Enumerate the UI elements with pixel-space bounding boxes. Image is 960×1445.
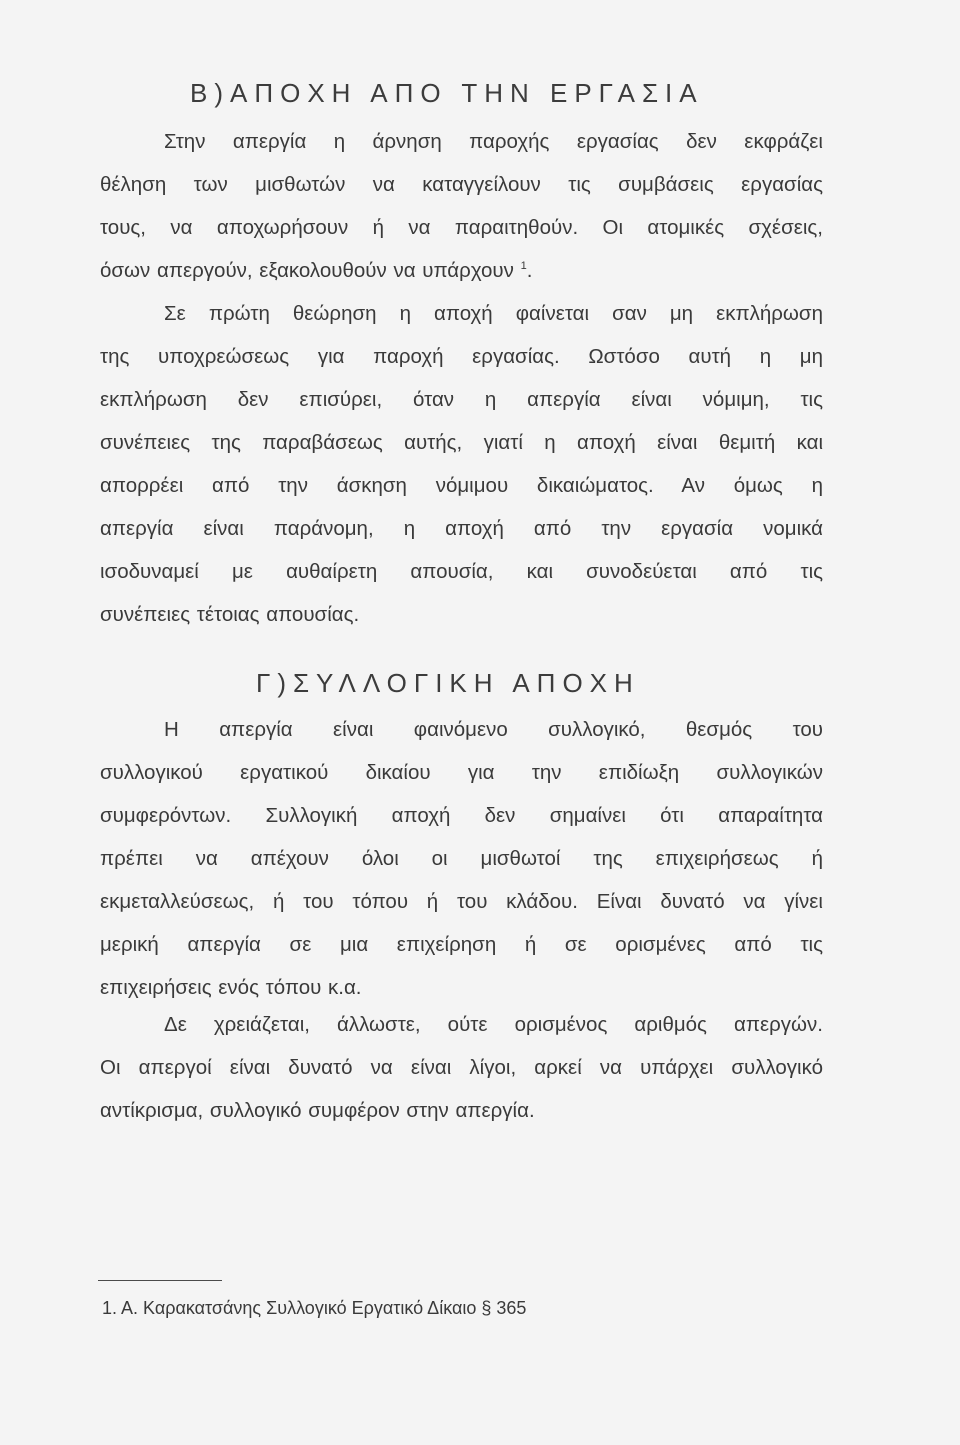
text-line: ισοδυναμεί με αυθαίρετη απουσία, και συνοδεύεται από τις: [100, 560, 823, 583]
text-line: συλλογικού εργατικού δικαίου για την επιδίωξη συλλογικών: [100, 761, 823, 784]
text-line: μερική απεργία σε μια επιχείρηση ή σε ορισμένες από τις: [100, 933, 823, 956]
text-line: συνέπειες τέτοιας απουσίας.: [100, 603, 360, 626]
text-line: απορρέει από την άσκηση νόμιμου δικαιώματος. Αν όμως η: [100, 474, 823, 497]
section-g-heading: Γ)ΣΥΛΛΟΓΙΚΗ ΑΠΟΧΗ: [256, 668, 640, 698]
text-line: εκμεταλλεύσεως, ή του τόπου ή του κλάδου. Είναι δυνατό να γίνει: [100, 890, 823, 913]
text-line: όσων απεργούν, εξακολουθούν να υπάρχουν: [100, 259, 514, 282]
text-line: Οι απεργοί είναι δυνατό να είναι λίγοι, αρκεί να υπάρχει συλλογικό: [100, 1056, 823, 1079]
text-line: τους, να αποχωρήσουν ή να παραιτηθούν. Οι ατομικές σχέσεις,: [100, 216, 823, 239]
text-line: συνέπειες της παραβάσεως αυτής, γιατί η αποχή είναι θεμιτή και: [100, 431, 823, 454]
section-b-heading: Β)ΑΠΟΧΗ ΑΠΟ ΤΗΝ ΕΡΓΑΣΙΑ: [190, 78, 704, 108]
text-line: Δε χρειάζεται, άλλωστε, ούτε ορισμένος αριθμός απεργών.: [164, 1013, 823, 1036]
section-g-paragraph-2: [100, 1003, 823, 1132]
footnote-text: 1. Α. Καρακατσάνης Συλλογικό Εργατικό Δίκαιο § 365: [102, 1298, 527, 1318]
text-line: απεργία είναι παράνομη, η αποχή από την εργασία νομικά: [100, 517, 823, 540]
footnote-ref-suffix: .: [526, 259, 533, 282]
text-line: Στην απεργία η άρνηση παροχής εργασίας δεν εκφράζει: [164, 130, 823, 153]
text-line: εκπλήρωση δεν επισύρει, όταν η απεργία είναι νόμιμη, τις: [100, 388, 823, 411]
text-line: επιχειρήσεις ενός τόπου κ.α.: [100, 976, 362, 999]
text-line: αντίκρισμα, συλλογικό συμφέρον στην απεργία.: [100, 1099, 535, 1122]
text-line: Σε πρώτη θεώρηση η αποχή φαίνεται σαν μη εκπλήρωση: [164, 302, 823, 325]
text-line: Η απεργία είναι φαινόμενο συλλογικό, θεσμός του: [164, 718, 823, 741]
text-line: της υποχρεώσεως για παροχή εργασίας. Ωστόσο αυτή η μη: [100, 345, 823, 368]
footnote-reference: 1: [520, 260, 527, 273]
text-line: πρέπει να απέχουν όλοι οι μισθωτοί της επιχειρήσεως ή: [100, 847, 823, 870]
text-line-with-footnote-ref: [100, 249, 823, 292]
text-line: θέληση των μισθωτών να καταγγείλουν τις συμβάσεις εργασίας: [100, 173, 823, 196]
section-g-paragraph-1: [100, 708, 823, 1009]
section-b-paragraph: [100, 120, 823, 636]
text-line: συμφερόντων. Συλλογική αποχή δεν σημαίνει ότι απαραίτητα: [100, 804, 823, 827]
footnote-divider: [98, 1280, 222, 1281]
